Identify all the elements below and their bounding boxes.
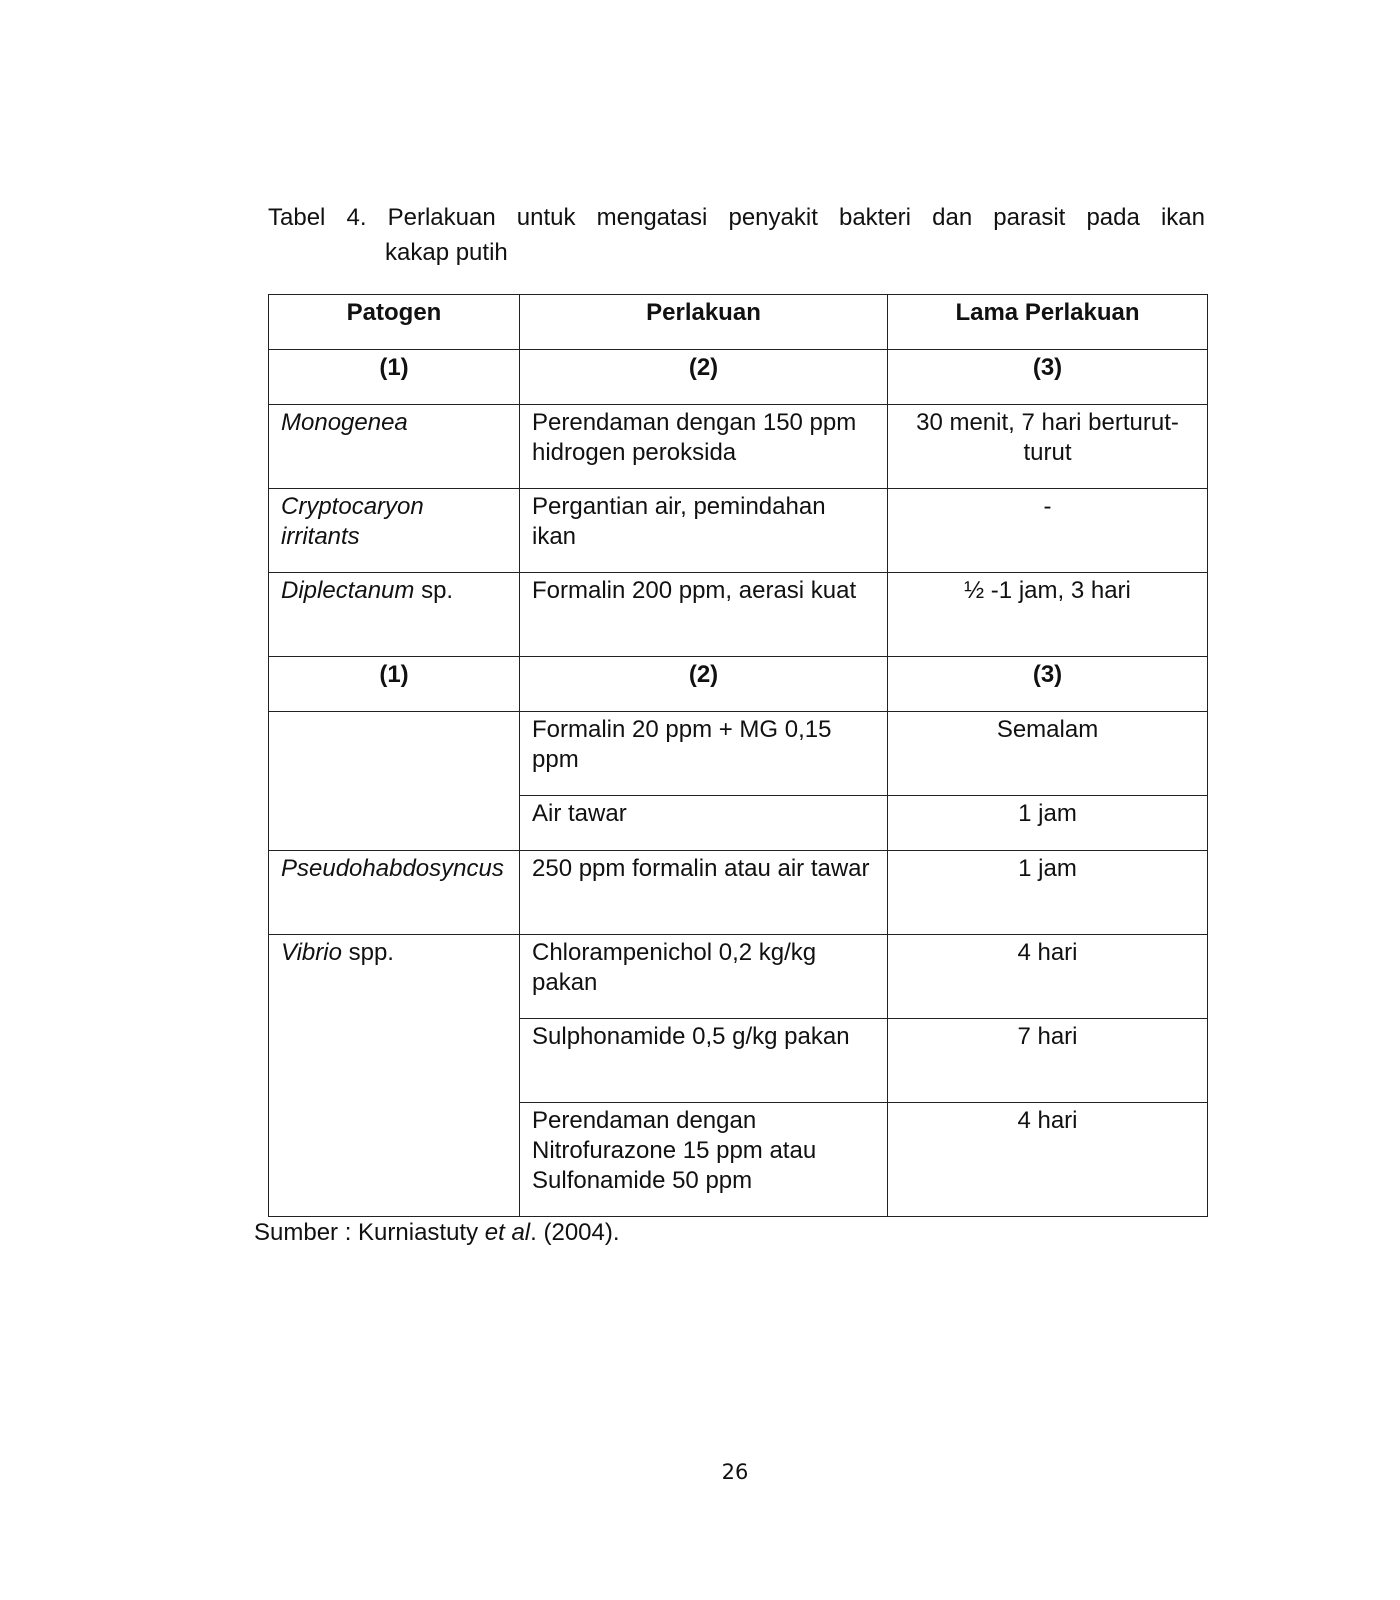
table-row: [269, 935, 1208, 1019]
perlakuan-cell: Sulphonamide 0,5 g/kg pakan: [520, 1019, 888, 1103]
perlakuan-cell: Air tawar: [520, 796, 888, 851]
caption-word: Tabel: [268, 204, 326, 231]
lama-cell: 4 hari: [888, 1103, 1208, 1217]
perlakuan-cell: Chlorampenichol 0,2 kg/kg pakan: [520, 935, 888, 1019]
table-row: [269, 851, 1208, 935]
caption-line-1: [268, 200, 1205, 235]
lama-cell: 30 menit, 7 hari berturut-turut: [888, 405, 1208, 489]
lama-cell: -: [888, 489, 1208, 573]
lama-cell: 1 jam: [888, 796, 1208, 851]
patogen-suffix: sp.: [414, 577, 454, 604]
column-number: (2): [520, 350, 888, 405]
caption-word: 4.: [346, 204, 367, 231]
caption-word: ikan: [1160, 204, 1205, 231]
page-number: 26: [721, 1460, 749, 1484]
caption-word: pada: [1086, 204, 1140, 231]
caption-line-2: kakap putih: [385, 239, 508, 266]
table-row: [269, 573, 1208, 657]
column-number: (1): [269, 657, 520, 712]
caption-word: Perlakuan: [387, 204, 496, 231]
patogen-cell: [269, 489, 520, 573]
perlakuan-cell: Pergantian air, pemindahan ikan: [520, 489, 888, 573]
treatment-table: [268, 294, 1208, 1217]
perlakuan-cell: Formalin 200 ppm, aerasi kuat: [520, 573, 888, 657]
patogen-cell-empty: [269, 712, 520, 851]
lama-cell: Semalam: [888, 712, 1208, 796]
source-italic: et al: [484, 1219, 531, 1246]
patogen-cell: [269, 935, 520, 1217]
header-row: [269, 295, 1208, 350]
caption-word: mengatasi: [596, 204, 708, 231]
column-number: (3): [888, 350, 1208, 405]
column-number: (3): [888, 657, 1208, 712]
caption-word: dan: [932, 204, 973, 231]
header-perlakuan: Perlakuan: [520, 295, 888, 350]
patogen-cell: [269, 573, 520, 657]
perlakuan-cell: Formalin 20 ppm + MG 0,15 ppm: [520, 712, 888, 796]
source-prefix: Sumber : Kurniastuty: [254, 1219, 485, 1246]
patogen-cell: [269, 851, 520, 935]
column-number-row: [269, 657, 1208, 712]
header-patogen: Patogen: [269, 295, 520, 350]
table-row: [269, 712, 1208, 796]
column-number: (2): [520, 657, 888, 712]
perlakuan-cell: Perendaman dengan Nitrofurazone 15 ppm atau Sulfonamide 50 ppm: [520, 1103, 888, 1217]
patogen-name: Pseudohabdosyncus: [281, 855, 504, 882]
column-number-row: [269, 350, 1208, 405]
patogen-cell: [269, 405, 520, 489]
source-suffix: . (2004).: [530, 1219, 620, 1246]
table-row: [269, 405, 1208, 489]
table-row: [269, 489, 1208, 573]
caption-word: untuk: [516, 204, 576, 231]
lama-cell: 7 hari: [888, 1019, 1208, 1103]
caption-word: bakteri: [838, 204, 912, 231]
lama-cell: 1 jam: [888, 851, 1208, 935]
perlakuan-cell: Perendaman dengan 150 ppm hidrogen peroksida: [520, 405, 888, 489]
header-lama-perlakuan: Lama Perlakuan: [888, 295, 1208, 350]
lama-cell: ½ -1 jam, 3 hari: [888, 573, 1208, 657]
column-number: (1): [269, 350, 520, 405]
caption-word: penyakit: [728, 204, 818, 231]
patogen-name: Vibrio: [281, 939, 342, 966]
patogen-name: Monogenea: [281, 409, 408, 436]
source-citation: [254, 1218, 620, 1248]
patogen-name: Cryptocaryon irritants: [281, 493, 424, 550]
caption-word: parasit: [993, 204, 1066, 231]
perlakuan-cell: 250 ppm formalin atau air tawar: [520, 851, 888, 935]
lama-cell: 4 hari: [888, 935, 1208, 1019]
table-caption: [268, 200, 1205, 270]
patogen-name: Diplectanum: [281, 577, 415, 604]
patogen-suffix: spp.: [341, 939, 394, 966]
